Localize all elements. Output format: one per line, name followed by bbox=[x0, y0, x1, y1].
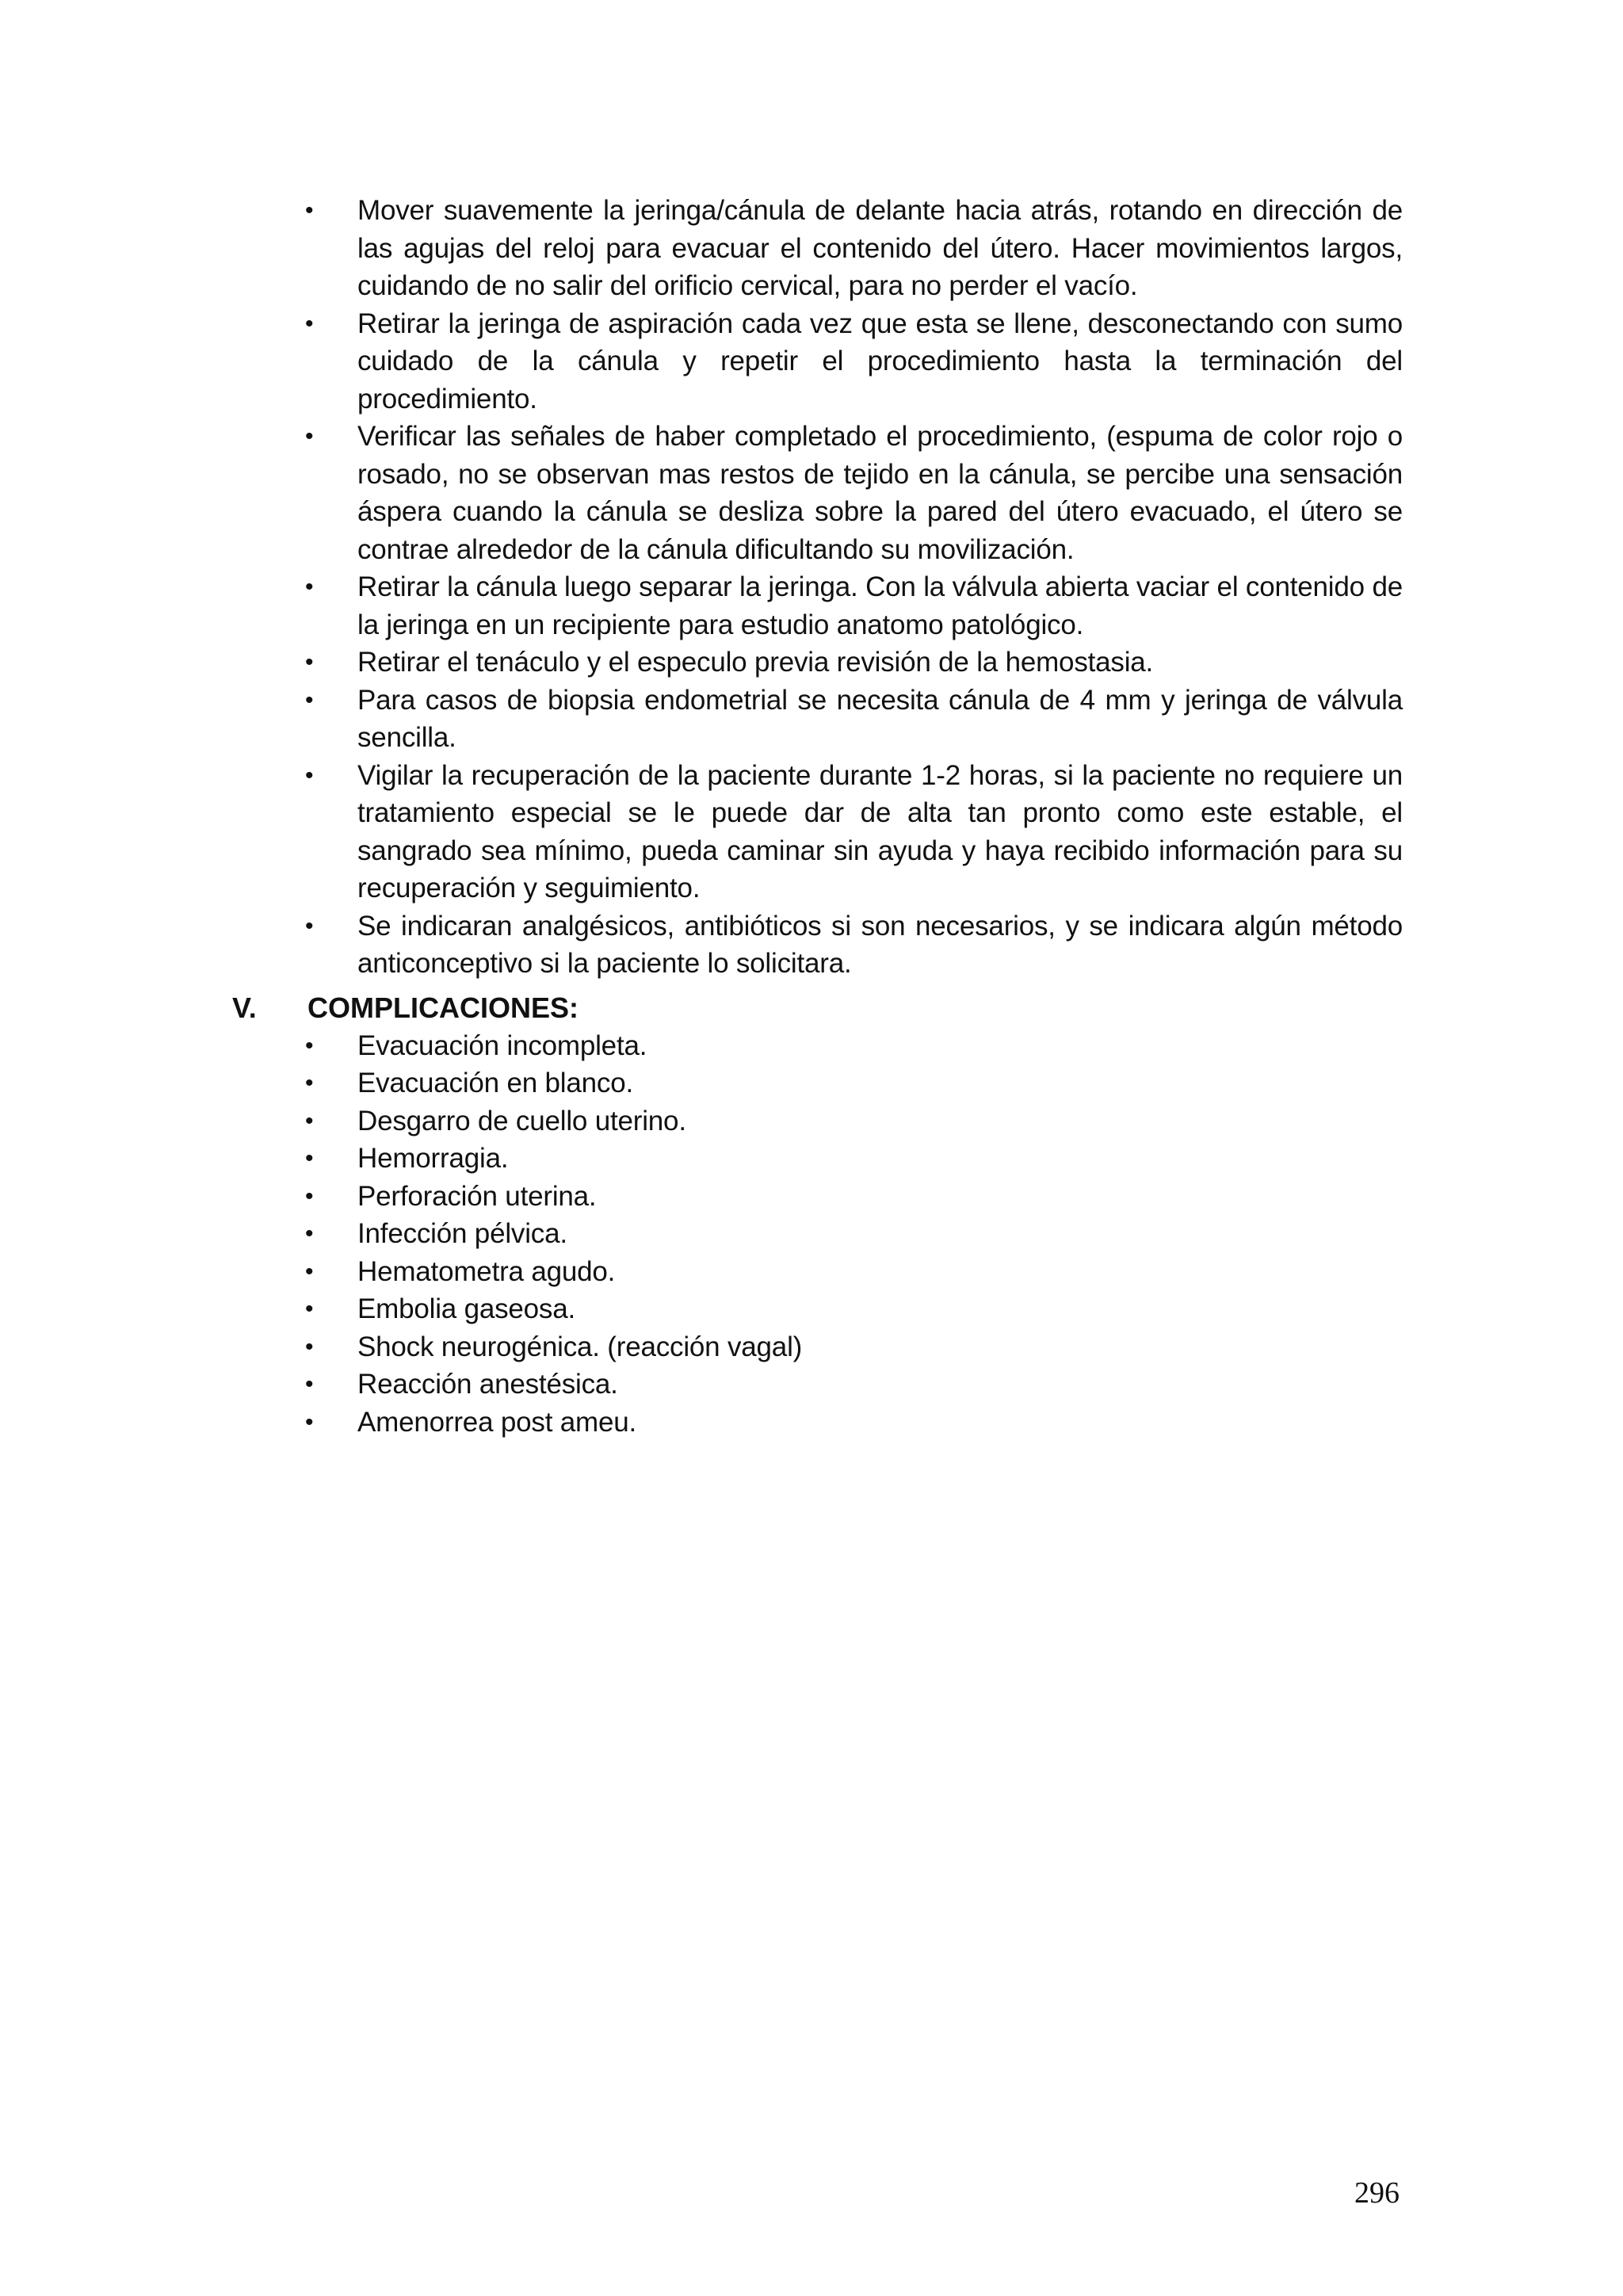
bullet-icon: • bbox=[305, 762, 314, 789]
list-item bbox=[305, 644, 1403, 682]
section-number: V. bbox=[232, 991, 257, 1024]
list-item-text: Para casos de biopsia endometrial se necesita cánula de 4 mm y jeringa de válvula sencilla. bbox=[357, 684, 1403, 753]
bullet-icon: • bbox=[305, 1107, 314, 1134]
list-item-text: Retirar el tenáculo y el especulo previa revisión de la hemostasia. bbox=[357, 647, 1154, 678]
bullet-icon: • bbox=[305, 1371, 314, 1397]
list-item-text: Embolia gaseosa. bbox=[357, 1293, 576, 1324]
list-item-text: Evacuación en blanco. bbox=[357, 1068, 633, 1098]
bullet-icon: • bbox=[305, 310, 314, 337]
list-item bbox=[305, 1027, 1403, 1065]
bullet-icon: • bbox=[305, 1145, 314, 1171]
bullet-icon: • bbox=[305, 423, 314, 449]
section-heading bbox=[232, 989, 1403, 1027]
list-item-text: Amenorrea post ameu. bbox=[357, 1406, 637, 1438]
list-item bbox=[305, 1404, 1403, 1442]
list-item-text: Vigilar la recuperación de la paciente durante 1-2 horas, si la paciente no requiere un tratamiento especial se le puede dar de alta tan pronto como este estable, el sangrado sea mínimo, pueda caminar sin ayuda y haya recibido información para su recuperación y seguimiento. bbox=[357, 759, 1403, 904]
list-item bbox=[305, 418, 1403, 568]
list-item-text: Retirar la cánula luego separar la jeringa. Con la válvula abierta vaciar el contenido de la jeringa en un recipiente para estudio anatomo patológico. bbox=[357, 571, 1403, 640]
list-item-text: Hemorragia. bbox=[357, 1143, 509, 1174]
list-item bbox=[305, 192, 1403, 305]
list-item-text: Infección pélvica. bbox=[357, 1218, 567, 1249]
list-item bbox=[305, 907, 1403, 983]
bullet-icon: • bbox=[305, 912, 314, 939]
list-item-text: Retirar la jeringa de aspiración cada vez que esta se llene, desconectando con sumo cuidado de la cánula y repetir el procedimiento hasta la terminación del procedimiento. bbox=[357, 308, 1403, 415]
list-item bbox=[305, 757, 1403, 907]
list-item-text: Mover suavemente la jeringa/cánula de delante hacia atrás, rotando en dirección de las agujas del reloj para evacuar el contenido del útero. Hacer movimientos largos, cuidando de no salir del orificio cervical, para no perder el vacío. bbox=[357, 195, 1403, 301]
list-item bbox=[305, 1253, 1403, 1291]
bullet-icon: • bbox=[305, 1296, 314, 1322]
bullet-icon: • bbox=[305, 649, 314, 675]
list-item bbox=[305, 1328, 1403, 1366]
bullet-icon: • bbox=[305, 1032, 314, 1059]
list-item-text: Evacuación incompleta. bbox=[357, 1030, 647, 1061]
list-item bbox=[305, 1215, 1403, 1253]
section-title: COMPLICACIONES: bbox=[307, 991, 579, 1024]
bullet-icon: • bbox=[305, 1258, 314, 1285]
bullet-icon: • bbox=[305, 1221, 314, 1247]
bullet-icon: • bbox=[305, 686, 314, 713]
bullet-icon: • bbox=[305, 197, 314, 223]
list-item-text: Perforación uterina. bbox=[357, 1180, 597, 1212]
list-item-text: Reacción anestésica. bbox=[357, 1369, 618, 1400]
list-item bbox=[305, 682, 1403, 757]
list-item bbox=[305, 1064, 1403, 1102]
complications-section bbox=[232, 989, 1403, 1441]
bullet-icon: • bbox=[305, 1333, 314, 1360]
list-item-text: Hematometra agudo. bbox=[357, 1255, 616, 1287]
list-item bbox=[305, 305, 1403, 418]
list-item bbox=[305, 1290, 1403, 1328]
list-item bbox=[305, 1178, 1403, 1216]
list-item-text: Desgarro de cuello uterino. bbox=[357, 1105, 686, 1137]
page-number: 296 bbox=[1354, 2176, 1400, 2210]
procedure-steps-list bbox=[305, 192, 1403, 983]
list-item bbox=[305, 1366, 1403, 1404]
bullet-icon: • bbox=[305, 574, 314, 600]
bullet-icon: • bbox=[305, 1182, 314, 1209]
list-item bbox=[305, 1102, 1403, 1140]
complications-list bbox=[232, 1027, 1403, 1442]
list-item-text: Se indicaran analgésicos, antibióticos si son necesarios, y se indicara algún método anticonceptivo si la paciente lo solicitara. bbox=[357, 910, 1403, 979]
list-item bbox=[305, 1140, 1403, 1178]
list-item-text: Verificar las señales de haber completado el procedimiento, (espuma de color rojo o rosado, no se observan mas restos de tejido en la cánula, se percibe una sensación áspera cuando la cánula se desliza sobre la pared del útero evacuado, el útero se contrae alrededor de la cánula dificultando su movilización. bbox=[357, 421, 1403, 565]
bullet-icon: • bbox=[305, 1070, 314, 1096]
list-item bbox=[305, 568, 1403, 644]
list-item-text: Shock neurogénica. (reacción vagal) bbox=[357, 1331, 803, 1362]
bullet-icon: • bbox=[305, 1408, 314, 1435]
